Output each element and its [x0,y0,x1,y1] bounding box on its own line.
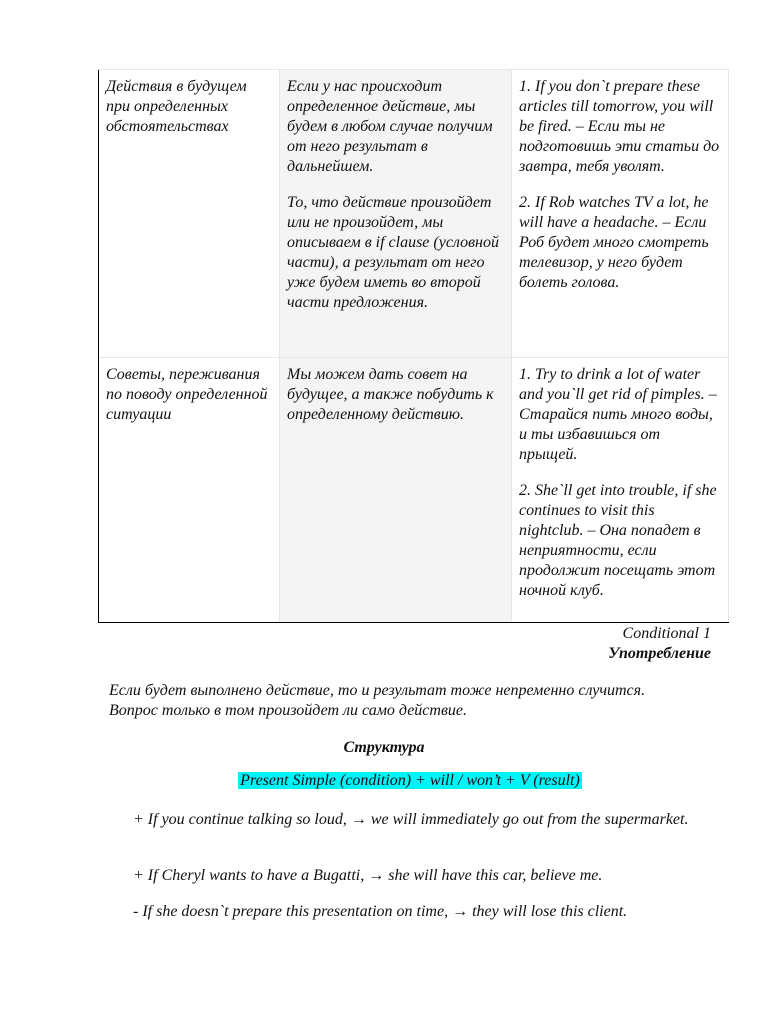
example-sentence: - If she doesn`t prepare this presentation on time, → they will lose this client. [133,903,628,920]
situation-cell [99,358,280,623]
example-text: 1. If you don`t prepare these articles till tomorrow, you will be fired. – Если ты не подготовишь эти статьи до завтра, тебя уволят. [519,78,720,175]
section-subtitle: Употребление [608,645,711,662]
example-text: 2. She`ll get into trouble, if she continues to visit this nightclub. – Она попадет в неприятности, если продолжит посещать этот ночной клуб. [519,482,717,599]
explanation-text: Если у нас происходит определенное действие, мы будем в любом случае получим от него результат в дальнейшем. [287,78,493,175]
example-text: 1. Try to drink a lot of water and you`ll get rid of pimples. – Старайся пить много воды, и ты избавишься от прыщей. [519,366,717,463]
examples-cell [512,70,729,358]
usage-description: Если будет выполнено действие, то и результат тоже непременно случится. Вопрос только в том произойдет ли само действие. [109,682,646,719]
section-title: Conditional 1 [622,625,711,642]
formula-highlight: Present Simple (condition) + will / won’t + V (result) [240,772,580,789]
situation-text: Действия в будущем при определенных обстоятельствах [106,78,247,135]
explanation-cell [280,70,512,358]
usage-table [98,69,729,623]
examples-cell [512,358,729,623]
explanation-cell [280,358,512,623]
example-sentence: + If you continue talking so loud, → we will immediately go out from the supermarket. [133,811,689,828]
situation-cell [99,70,280,358]
explanation-text: То, что действие произойдет или не произойдет, мы описываем в if clause (условной части), а результат от него уже будем иметь во второй части предложения. [287,194,499,311]
situation-text: Советы, переживания по поводу определенной ситуации [106,366,268,423]
example-sentence: + If Cheryl wants to have a Bugatti, → she will have this car, believe me. [133,867,603,884]
table-row [99,70,729,358]
structure-formula [0,771,768,791]
structure-heading: Структура [343,739,425,756]
table-row [99,358,729,623]
example-text: 2. If Rob watches TV a lot, he will have a headache. – Если Роб будет много смотреть телевизор, у него будет болеть голова. [519,194,709,291]
explanation-text: Мы можем дать совет на будущее, а также побудить к определенному действию. [287,366,494,423]
